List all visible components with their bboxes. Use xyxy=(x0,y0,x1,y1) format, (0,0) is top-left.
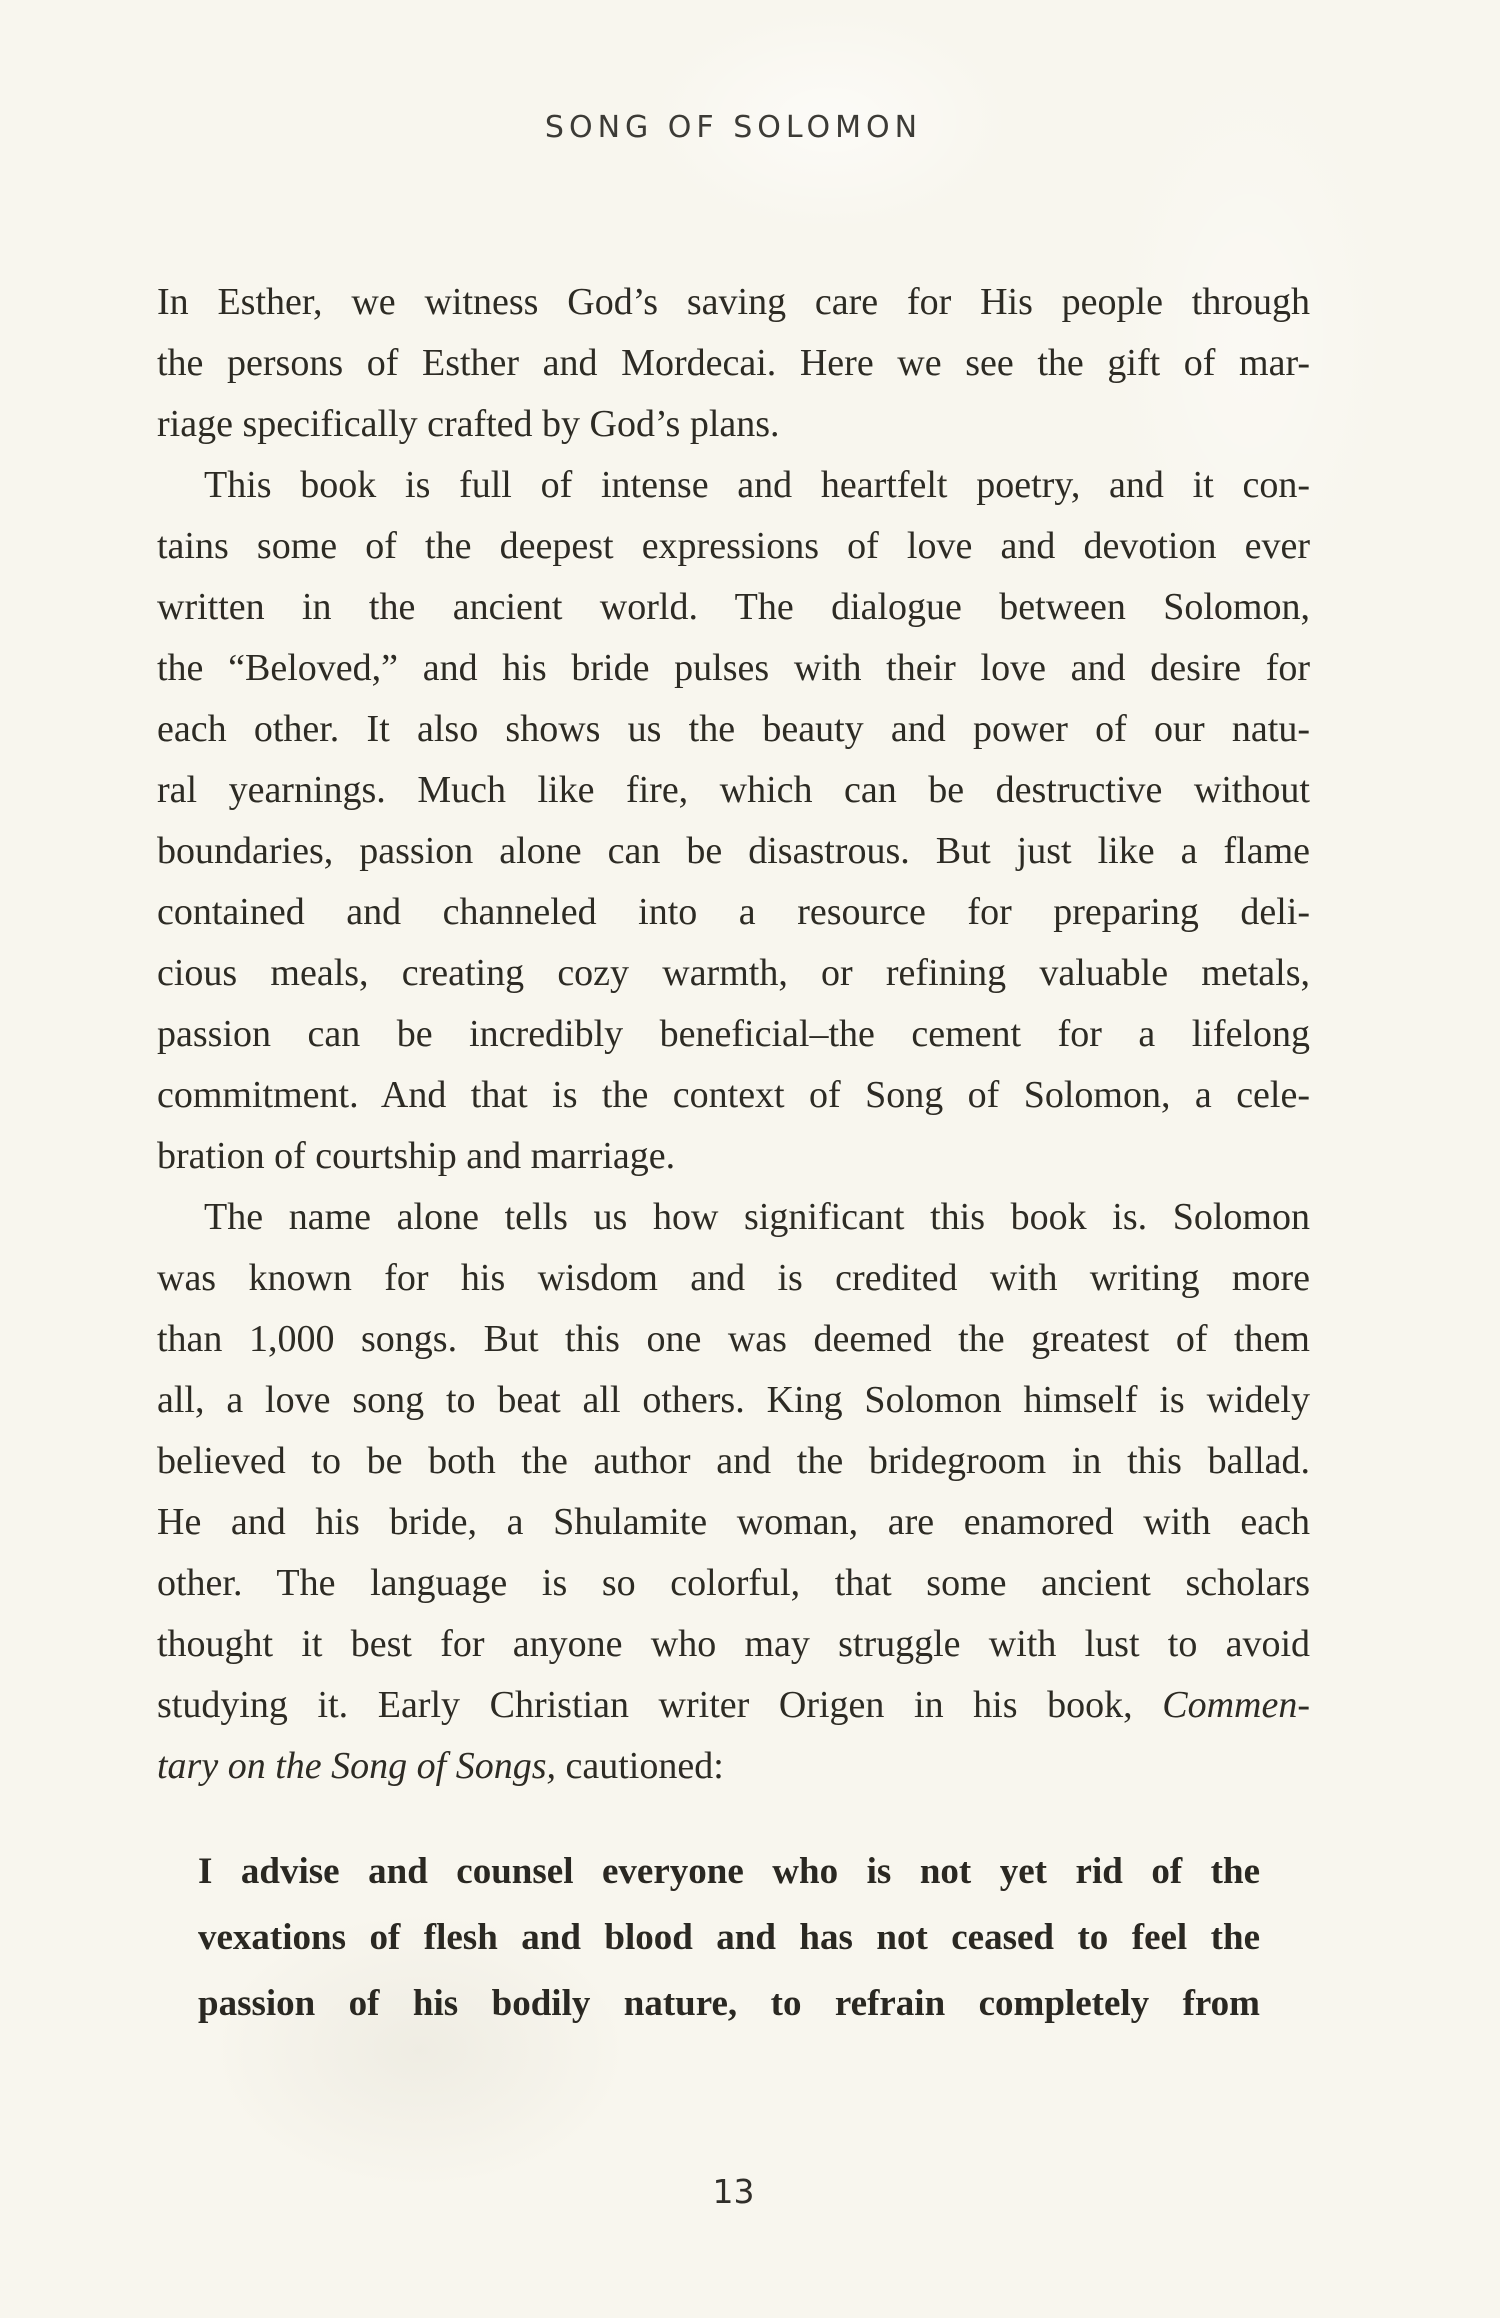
text-segment: boundaries, passion alone can be disastrous. But just like a flame xyxy=(157,830,1310,872)
text-segment: each other. It also shows us the beauty and power of our natu- xyxy=(157,708,1310,750)
text-segment: the persons of Esther and Mordecai. Here we see the gift of mar- xyxy=(157,342,1310,384)
text-line xyxy=(157,638,1310,699)
text-line xyxy=(157,1065,1310,1126)
text-segment: thought it best for anyone who may struggle with lust to avoid xyxy=(157,1623,1310,1665)
text-line xyxy=(157,821,1310,882)
text-segment: than 1,000 songs. But this one was deemed the greatest of them xyxy=(157,1318,1310,1360)
text-line xyxy=(157,1370,1310,1431)
text-segment: riage specifically crafted by God’s plans. xyxy=(157,403,780,445)
text-line xyxy=(157,1736,1310,1797)
text-line xyxy=(157,1492,1310,1553)
text-segment: contained and channeled into a resource for preparing deli- xyxy=(157,891,1310,933)
body-text xyxy=(157,272,1310,1797)
text-line xyxy=(157,1614,1310,1675)
text-line xyxy=(157,1675,1310,1736)
text-line xyxy=(157,394,1310,455)
text-segment: cautioned: xyxy=(555,1745,724,1787)
running-head: SONG OF SOLOMON xyxy=(544,110,923,145)
text-segment: passion can be incredibly beneficial–the cement for a lifelong xyxy=(157,1013,1310,1055)
text-line xyxy=(157,333,1310,394)
text-segment: passion of his bodily nature, to refrain completely from xyxy=(198,1983,1260,2024)
italic-text-segment: tary on the Song of Songs, xyxy=(157,1745,556,1787)
text-segment: written in the ancient world. The dialogue between Solomon, xyxy=(157,586,1310,628)
text-segment: This book is full of intense and heartfelt poetry, and it con- xyxy=(204,464,1310,506)
text-line xyxy=(198,1971,1260,2037)
text-line xyxy=(157,1004,1310,1065)
text-line xyxy=(198,1905,1260,1971)
page-number: 13 xyxy=(712,2172,755,2211)
text-segment: ral yearnings. Much like fire, which can be destructive without xyxy=(157,769,1310,811)
text-line xyxy=(157,1248,1310,1309)
text-line xyxy=(157,882,1310,943)
text-segment: tains some of the deepest expressions of love and devotion ever xyxy=(157,525,1310,567)
block-quote xyxy=(198,1839,1260,2037)
text-line xyxy=(157,1187,1310,1248)
text-segment: bration of courtship and marriage. xyxy=(157,1135,676,1177)
text-line xyxy=(157,455,1310,516)
text-segment: all, a love song to beat all others. King Solomon himself is widely xyxy=(157,1379,1310,1421)
text-line xyxy=(157,1431,1310,1492)
text-line xyxy=(157,943,1310,1004)
italic-text-segment: Commen- xyxy=(1162,1684,1310,1726)
text-segment: He and his bride, a Shulamite woman, are enamored with each xyxy=(157,1501,1310,1543)
text-line xyxy=(157,516,1310,577)
text-segment: In Esther, we witness God’s saving care for His people through xyxy=(157,281,1310,323)
text-segment: commitment. And that is the context of Song of Solomon, a cele- xyxy=(157,1074,1310,1116)
text-segment: cious meals, creating cozy warmth, or refining valuable metals, xyxy=(157,952,1310,994)
text-segment: the “Beloved,” and his bride pulses with their love and desire for xyxy=(157,647,1310,689)
text-segment: other. The language is so colorful, that some ancient scholars xyxy=(157,1562,1310,1604)
text-segment: The name alone tells us how significant this book is. Solomon xyxy=(204,1196,1310,1238)
text-line xyxy=(157,1309,1310,1370)
text-segment: studying it. Early Christian writer Origen in his book, xyxy=(157,1684,1163,1726)
text-line xyxy=(157,272,1310,333)
text-segment: I advise and counsel everyone who is not yet rid of the xyxy=(198,1851,1260,1892)
text-line xyxy=(157,577,1310,638)
text-line xyxy=(157,760,1310,821)
text-segment: believed to be both the author and the bridegroom in this ballad. xyxy=(157,1440,1310,1482)
text-line xyxy=(157,1553,1310,1614)
text-line xyxy=(198,1839,1260,1905)
text-segment: vexations of flesh and blood and has not ceased to feel the xyxy=(198,1917,1260,1958)
text-line xyxy=(157,699,1310,760)
text-segment: was known for his wisdom and is credited with writing more xyxy=(157,1257,1310,1299)
text-line xyxy=(157,1126,1310,1187)
